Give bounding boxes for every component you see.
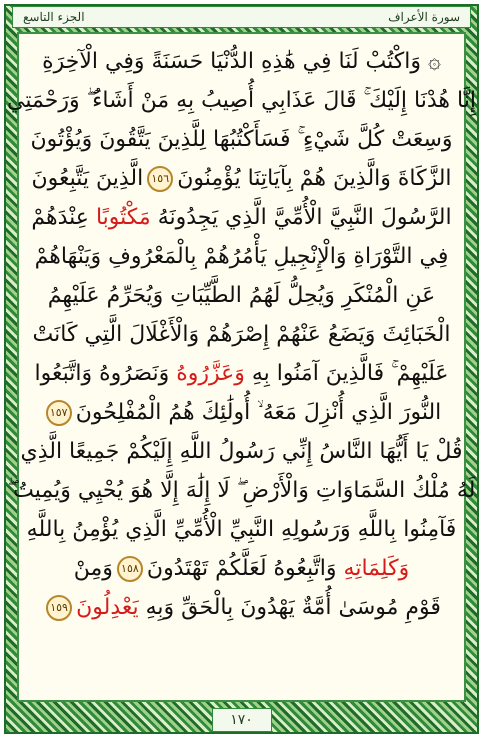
verse-text: وَنَصَرُوهُ وَاتَّبَعُوا [34, 361, 170, 386]
text-line-12 [7, 471, 476, 510]
verse-text: فِي التَّوْرَاةِ وَالْإِنْجِيلِ يَأْمُرُهُمْ بِالْمَعْرُوفِ وَيَنْهَاهُمْ [34, 244, 449, 269]
verse-text: الَّذِينَ يَتَّبِعُونَ [31, 166, 144, 191]
text-line-1 [31, 42, 452, 81]
verse-text: الرَّسُولَ النَّبِيَّ الْأُمِّيَّ الَّذِي يَجِدُونَهُ [157, 205, 452, 230]
text-line-10 [31, 393, 452, 432]
ayah-marker-156: ١٥٦ [147, 166, 173, 192]
text-line-5 [31, 198, 452, 237]
text-line-6 [31, 237, 452, 276]
verse-text: إِنَّا هُدْنَا إِلَيْكَ ۚ قَالَ عَذَابِي أُصِيبُ بِهِ مَنْ أَشَاءُ ۖ وَرَحْمَتِي [7, 88, 476, 113]
text-line-3 [31, 120, 452, 159]
verse-text: النُّورَ الَّذِي أُنْزِلَ مَعَهُ ۙ أُولَٰئِكَ هُمُ الْمُفْلِحُونَ [75, 400, 442, 425]
highlighted-word: وَعَزَّرُوهُ [176, 361, 245, 386]
verse-text: فَآمِنُوا بِاللَّهِ وَرَسُولِهِ النَّبِيِّ الْأُمِّيِّ الَّذِي يُؤْمِنُ بِاللَّهِ [26, 517, 457, 542]
verse-text: عَنِ الْمُنْكَرِ وَيُحِلُّ لَهُمُ الطَّيِّبَاتِ وَيُحَرِّمُ عَلَيْهِمُ [47, 283, 436, 308]
highlighted-word: مَكْتُوبًا [95, 205, 151, 230]
text-line-14 [31, 549, 452, 588]
page-footer [0, 708, 483, 732]
page-number: ١٧٠ [212, 708, 272, 732]
verse-text: الْخَبَائِثَ وَيَضَعُ عَنْهُمْ إِصْرَهُمْ وَالْأَغْلَالَ الَّتِي كَانَتْ [32, 322, 451, 347]
text-line-9 [31, 354, 452, 393]
text-line-15 [31, 588, 452, 627]
surah-label: سورة الأعراف [388, 10, 460, 24]
text-area [7, 32, 476, 702]
text-line-13 [26, 510, 457, 549]
ayah-marker-158: ١٥٨ [117, 556, 143, 582]
text-line-7 [31, 276, 452, 315]
juz-label: الجزء التاسع [23, 10, 85, 24]
text-line-8 [31, 315, 452, 354]
verse-text: قُلْ يَا أَيُّهَا النَّاسُ إِنِّي رَسُولُ اللَّهِ إِلَيْكُمْ جَمِيعًا الَّذِي [20, 439, 463, 464]
verse-text: وَسِعَتْ كُلَّ شَيْءٍ ۚ فَسَأَكْتُبُهَا لِلَّذِينَ يَتَّقُونَ وَيُؤْتُونَ [30, 127, 453, 152]
verse-text: الزَّكَاةَ وَالَّذِينَ هُمْ بِآيَاتِنَا يُؤْمِنُونَ [177, 166, 452, 191]
highlighted-word: يَعْدِلُونَ [76, 595, 139, 620]
verse-text: وَاتَّبِعُوهُ لَعَلَّكُمْ تَهْتَدُونَ [146, 556, 337, 581]
text-line-2 [7, 81, 476, 120]
verse-text: ۞ وَاكْتُبْ لَنَا فِي هَٰذِهِ الدُّنْيَا حَسَنَةً وَفِي الْآخِرَةِ [42, 49, 441, 74]
verse-text: عِنْدَهُمْ [31, 205, 89, 230]
text-line-4 [31, 159, 452, 198]
ayah-marker-159: ١٥٩ [46, 595, 72, 621]
verse-text: وَمِنْ [73, 556, 113, 581]
verse-text: عَلَيْهِمْ ۚ فَالَّذِينَ آمَنُوا بِهِ [251, 361, 449, 386]
verse-text: لَهُ مُلْكُ السَّمَاوَاتِ وَالْأَرْضِ ۖ لَا إِلَٰهَ إِلَّا هُوَ يُحْيِي وَيُمِيتُ ۖ [7, 478, 476, 503]
page-header [12, 6, 471, 28]
text-line-11 [20, 432, 463, 471]
verse-text: قَوْمِ مُوسَىٰ أُمَّةٌ يَهْدُونَ بِالْحَقِّ وَبِهِ [145, 595, 441, 620]
highlighted-word: وَكَلِمَاتِهِ [343, 556, 410, 581]
ayah-marker-157: ١٥٧ [46, 400, 72, 426]
